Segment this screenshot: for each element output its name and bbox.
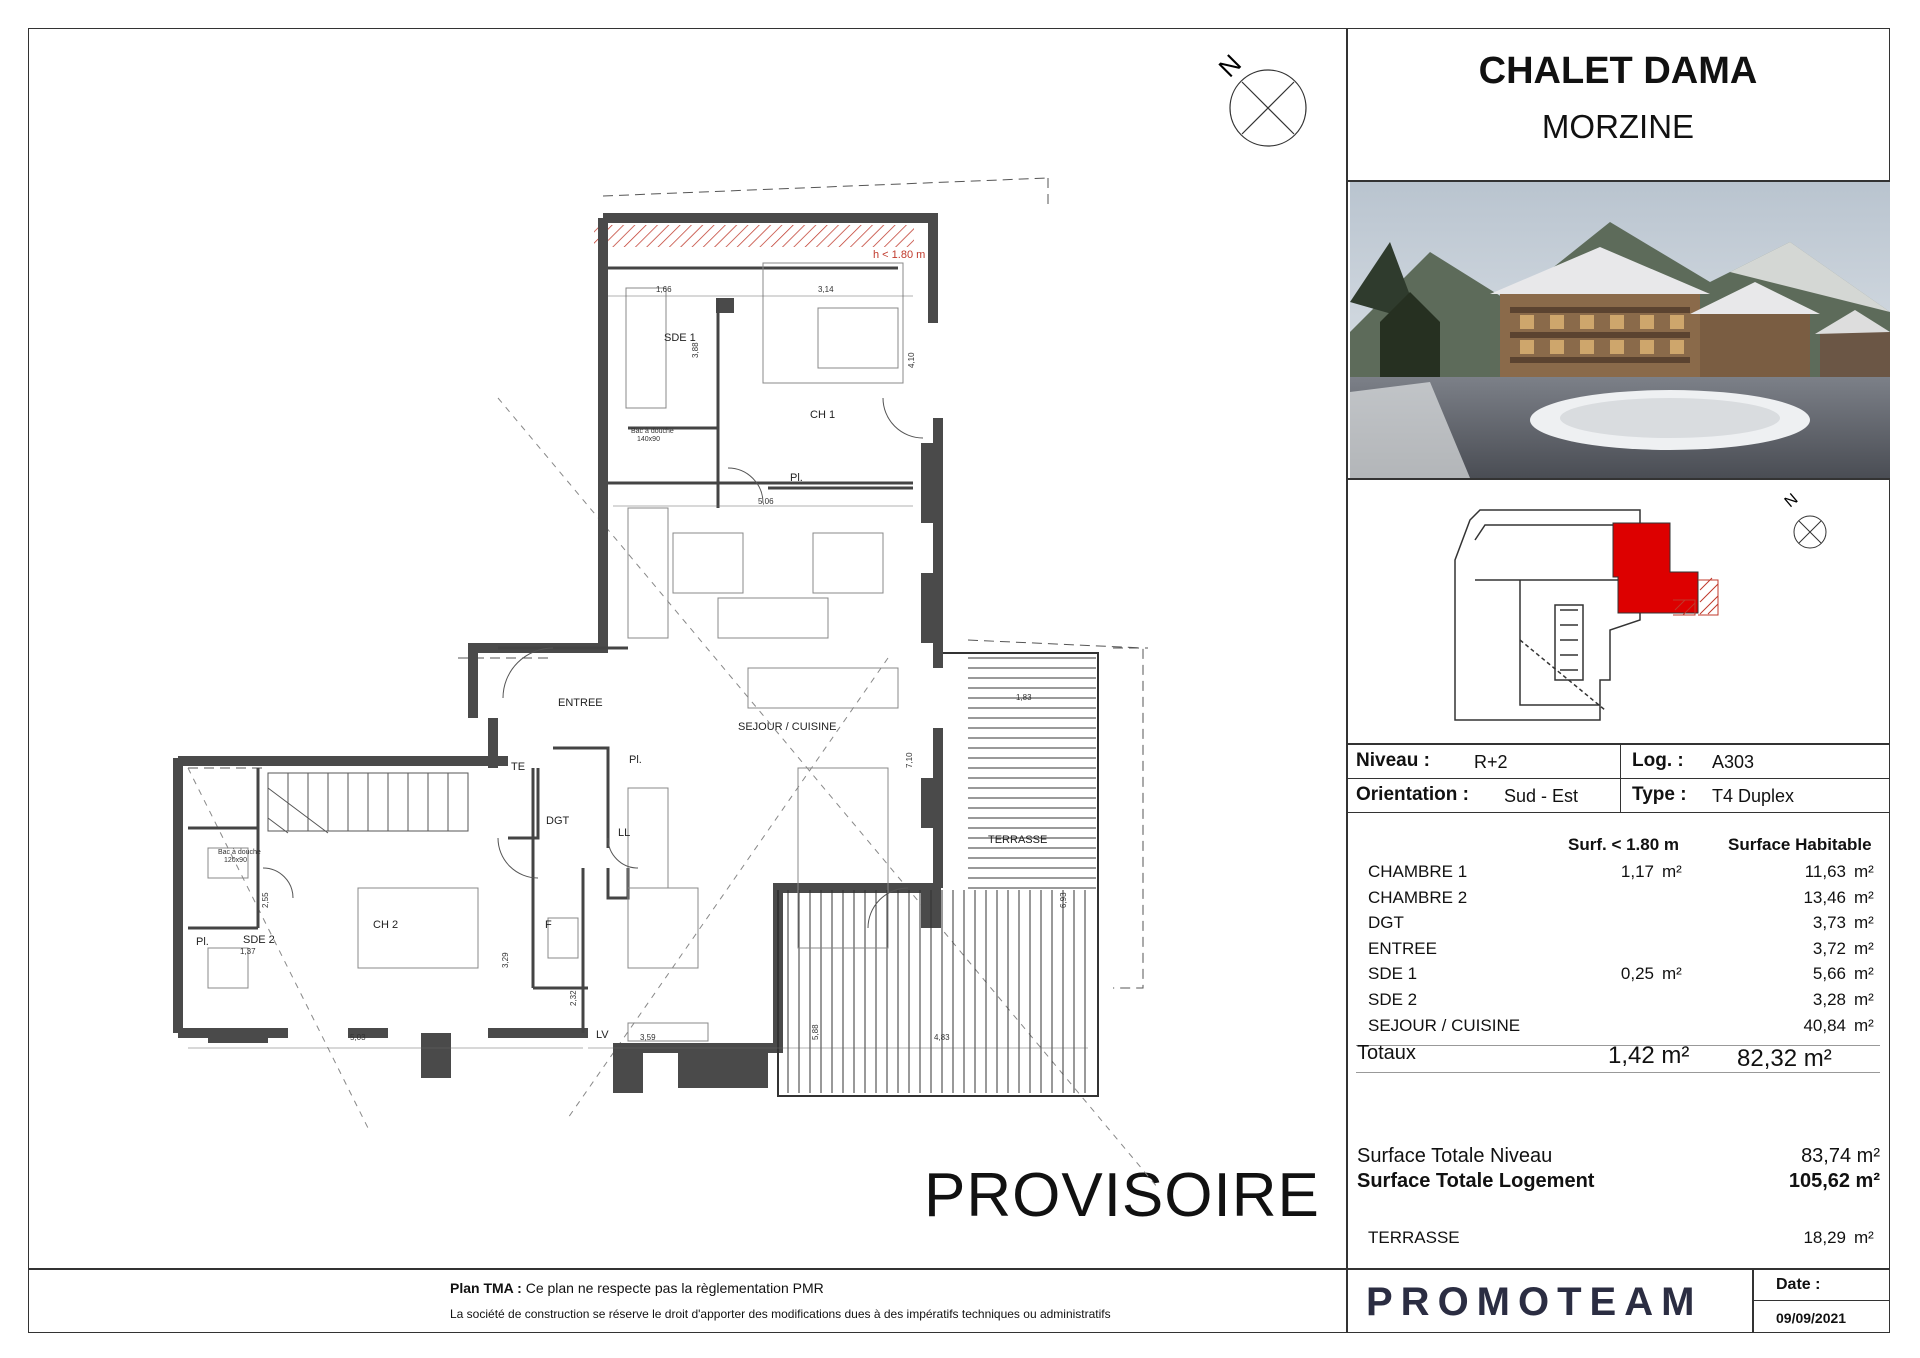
niveau-total-value: 83,74 m²	[1801, 1145, 1880, 1167]
room-label-entree: ENTREE	[558, 697, 603, 709]
dim-7-10: 7,10	[905, 752, 914, 768]
dim-5-88: 5,88	[811, 1024, 820, 1040]
orientation-label: Orientation :	[1356, 784, 1469, 805]
surface-row-name: SDE 2	[1368, 990, 1418, 1009]
surface-row-name: ENTREE	[1368, 938, 1437, 958]
dim-3-29: 3,29	[501, 952, 510, 968]
surface-row-low-unit: m²	[1662, 964, 1682, 984]
keyplan-north-label: N	[1781, 490, 1802, 512]
promoteam-logo: PROMOTEAM	[1366, 1280, 1703, 1324]
col-header-hab: Surface Habitable	[1728, 835, 1872, 854]
dim-3-14: 3,14	[818, 285, 834, 294]
surface-row-hab: 3,72	[1812, 938, 1846, 958]
room-label-pl-sejour: Pl.	[629, 754, 642, 766]
surface-row-unit: m²	[1854, 1015, 1874, 1035]
surface-row-name: SEJOUR / CUISINE	[1368, 1015, 1521, 1035]
plan-note-text: Ce plan ne respecte pas la règlementation PMR	[525, 1280, 824, 1296]
niveau-total-label: Surface Totale Niveau	[1357, 1145, 1553, 1167]
note-bac-douche-2: Bac à douche 120x90	[218, 849, 261, 864]
note-bac-douche-1: Bac à douche 140x90	[631, 428, 674, 443]
divider-footer	[28, 1268, 1890, 1270]
dim-2-55: 2,55	[261, 892, 270, 908]
surface-row-hab: 11,63	[1804, 862, 1846, 881]
date-label: Date :	[1776, 1276, 1821, 1293]
logement-total-value: 105,62 m²	[1788, 1170, 1880, 1192]
disclaimer: La société de construction se réserve le droit d'apporter des modifications dues à des impératifs techniques ou administratifs	[450, 1307, 1111, 1321]
surface-row-unit: m²	[1854, 990, 1874, 1009]
type-value: T4 Duplex	[1712, 786, 1795, 806]
log-value: A303	[1712, 752, 1755, 772]
surface-row-name: CHAMBRE 2	[1368, 887, 1468, 907]
surface-row-hab: 3,28	[1812, 990, 1846, 1009]
north-compass	[1230, 70, 1306, 146]
dim-2-32: 2,32	[569, 990, 578, 1006]
dim-1-83: 1,83	[1016, 693, 1032, 702]
floor-plan	[28, 28, 1348, 1268]
totals-low: 1,42 m²	[1608, 1042, 1690, 1069]
totals-label: Totaux	[1357, 1042, 1416, 1064]
dim-3-88: 3,88	[691, 342, 700, 358]
orientation-value: Sud - Est	[1504, 786, 1579, 806]
room-label-te: TE	[511, 761, 526, 773]
room-label-dgt: DGT	[546, 815, 570, 827]
surface-row-unit: m²	[1854, 913, 1874, 933]
surface-row-unit: m²	[1854, 938, 1874, 958]
low-ceiling-zone	[594, 225, 914, 247]
surface-row-name: DGT	[1368, 913, 1404, 933]
surface-row-hab: 40,84	[1803, 1015, 1846, 1035]
room-label-ch1: CH 1	[810, 409, 836, 421]
building-photo	[1350, 182, 1890, 478]
room-label-pl-ch1: Pl.	[790, 472, 803, 484]
dim-5-06: 5,06	[758, 497, 774, 506]
log-label: Log. :	[1632, 750, 1684, 771]
dim-6-93: 6,93	[1059, 892, 1068, 908]
room-label-ch2: CH 2	[373, 919, 399, 931]
surface-row-unit: m²	[1854, 887, 1874, 907]
project-title: CHALET DAMA	[1478, 50, 1758, 92]
terrasse-value: 18,29	[1803, 1228, 1846, 1247]
north-label: N	[1212, 48, 1247, 83]
divider-unit-col	[1620, 743, 1621, 812]
project-location: MORZINE	[1541, 108, 1695, 145]
divider-keyplan	[1346, 743, 1890, 745]
key-plan	[1350, 480, 1890, 742]
surface-row-name: SDE 1	[1368, 964, 1418, 984]
surface-row-low: 1,17	[1620, 862, 1654, 881]
terrasse-label: TERRASSE	[1368, 1228, 1460, 1247]
niveau-value: R+2	[1474, 752, 1508, 772]
niveau-label: Niveau :	[1356, 750, 1430, 771]
surface-row-hab: 5,66	[1812, 964, 1846, 984]
divider-unit-bottom	[1346, 812, 1890, 813]
room-label-lv: LV	[596, 1029, 609, 1041]
logement-total-label: Surface Totale Logement	[1357, 1170, 1595, 1192]
surface-row-name: CHAMBRE 1	[1368, 862, 1468, 881]
low-ceiling-label: h < 1.80 m	[873, 249, 926, 261]
type-label: Type :	[1632, 784, 1687, 805]
room-label-f: F	[545, 919, 552, 931]
plan-note-label: Plan TMA :	[450, 1280, 522, 1296]
dim-1-37: 1,37	[240, 947, 256, 956]
room-label-terrasse: TERRASSE	[988, 834, 1048, 846]
col-header-low: Surf. < 1.80 m	[1568, 835, 1680, 854]
dim-3-59: 3,59	[640, 1033, 656, 1042]
room-label-ll: LL	[618, 827, 631, 839]
surface-row-low: 0,25	[1620, 964, 1654, 984]
room-label-sde1: SDE 1	[664, 332, 696, 344]
dim-5-03: 5,03	[350, 1033, 366, 1042]
divider-unit-row	[1346, 778, 1890, 779]
date-value: 09/09/2021	[1776, 1310, 1847, 1326]
surface-row-hab: 13,46	[1803, 887, 1846, 907]
divider-footer-logo	[1346, 1268, 1348, 1333]
dim-4-83: 4,83	[934, 1033, 950, 1042]
dim-1-66: 1,66	[656, 285, 672, 294]
divider-date	[1752, 1300, 1890, 1301]
surface-row-unit: m²	[1854, 862, 1874, 881]
staircase	[268, 773, 468, 833]
surface-row-low-unit: m²	[1662, 862, 1682, 881]
surface-row-hab: 3,73	[1812, 913, 1846, 933]
plan-note	[450, 1280, 824, 1296]
terrasse-unit: m²	[1854, 1228, 1874, 1247]
surface-row-unit: m²	[1854, 964, 1874, 984]
room-label-sejour: SEJOUR / CUISINE	[738, 721, 837, 733]
room-label-sde2: SDE 2	[243, 934, 275, 946]
totals-hab: 82,32 m²	[1737, 1045, 1832, 1072]
provisoire-stamp: PROVISOIRE	[924, 1161, 1320, 1230]
dim-4-10: 4,10	[907, 352, 916, 368]
room-label-pl-ch2: Pl.	[196, 936, 209, 948]
